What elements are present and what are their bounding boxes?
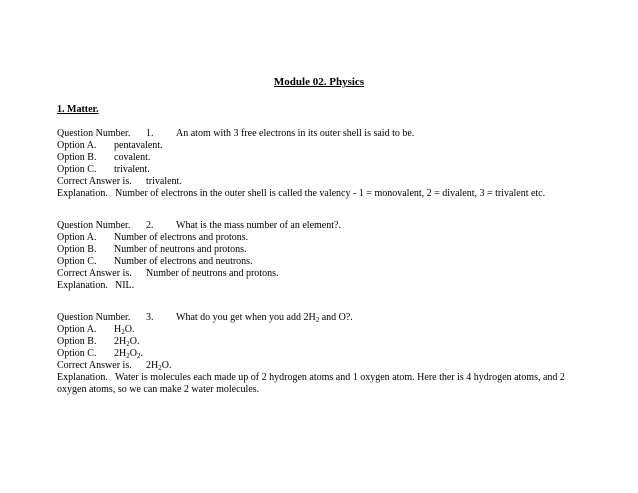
option-b-label: Option B. [57,244,97,255]
correct-answer-label: Correct Answer is. [57,176,132,187]
question-line [57,220,587,232]
correct-answer-label: Correct Answer is. [57,360,132,371]
option-c-line [57,164,587,176]
question-line [57,312,587,324]
question-number-label: Question Number. [57,312,131,323]
option-a-text: $H_2O$. [114,324,135,336]
question-text: What is the mass number of an element?. [176,220,341,231]
explanation-text: Number of electrons in the outer shell is called the valency - 1 = monovalent, 2 = divalent, 3 = trivalent etc. [115,188,546,199]
option-b-text: Number of neutrons and protons. [114,244,247,255]
option-a-label: Option A. [57,140,97,151]
question-line [57,128,587,140]
option-a-label: Option A. [57,324,97,335]
correct-answer-line [57,268,587,280]
option-a-text: pentavalent. [114,140,163,151]
option-c-line [57,348,587,360]
option-a-line [57,140,587,152]
option-b-line [57,244,587,256]
option-a-label: Option A. [57,232,97,243]
option-b-line [57,152,587,164]
question-number: 2. [146,220,154,231]
question-number-label: Question Number. [57,128,131,139]
option-b-text: covalent. [114,152,151,163]
explanation-line [57,188,587,200]
explanation-label: Explanation. [57,372,108,383]
correct-answer-label: Correct Answer is. [57,268,132,279]
option-c-line [57,256,587,268]
option-c-label: Option C. [57,164,97,175]
option-c-label: Option C. [57,348,97,359]
correct-answer-line [57,176,587,188]
question-block-2 [57,220,587,292]
question-number: 3. [146,312,154,323]
correct-answer-text: Number of neutrons and protons. [146,268,279,279]
option-a-text: Number of electrons and protons. [114,232,249,243]
option-b-line [57,336,587,348]
explanation-label: Explanation. [57,280,108,291]
correct-answer-text: $2H_2O$. [146,360,172,372]
question-text: An atom with 3 free electrons in its outer shell is said to be. [176,128,415,139]
explanation-line [57,280,587,292]
page-title: Module 02. Physics [273,76,365,88]
option-c-text: trivalent. [114,164,150,175]
option-b-label: Option B. [57,336,97,347]
option-b-label: Option B. [57,152,97,163]
explanation-continuation [57,384,587,396]
question-number: 1. [146,128,154,139]
question-block-3 [57,312,587,396]
correct-answer-text: trivalent. [146,176,182,187]
option-a-line [57,232,587,244]
question-block-1 [57,128,587,200]
explanation-line [57,372,587,384]
option-a-line [57,324,587,336]
explanation-text-continued: oxygen atoms, so we can make 2 water molecules. [57,384,260,395]
option-c-label: Option C. [57,256,97,267]
option-c-text: $2H_2O_2$. [114,348,143,360]
explanation-text: NIL. [115,280,135,291]
explanation-label: Explanation. [57,188,108,199]
question-text: What do you get when you add $2H_2$ and O?. [176,312,353,324]
option-b-text: $2H_2O$. [114,336,140,348]
explanation-text: Water is molecules each made up of 2 hydrogen atoms and 1 oxygen atom. Here ther is 4 hydrogen atoms, and 2 [115,372,565,383]
option-c-text: Number of electrons and neutrons. [114,256,253,267]
correct-answer-line [57,360,587,372]
question-number-label: Question Number. [57,220,131,231]
section-heading: 1. Matter. [57,104,99,115]
